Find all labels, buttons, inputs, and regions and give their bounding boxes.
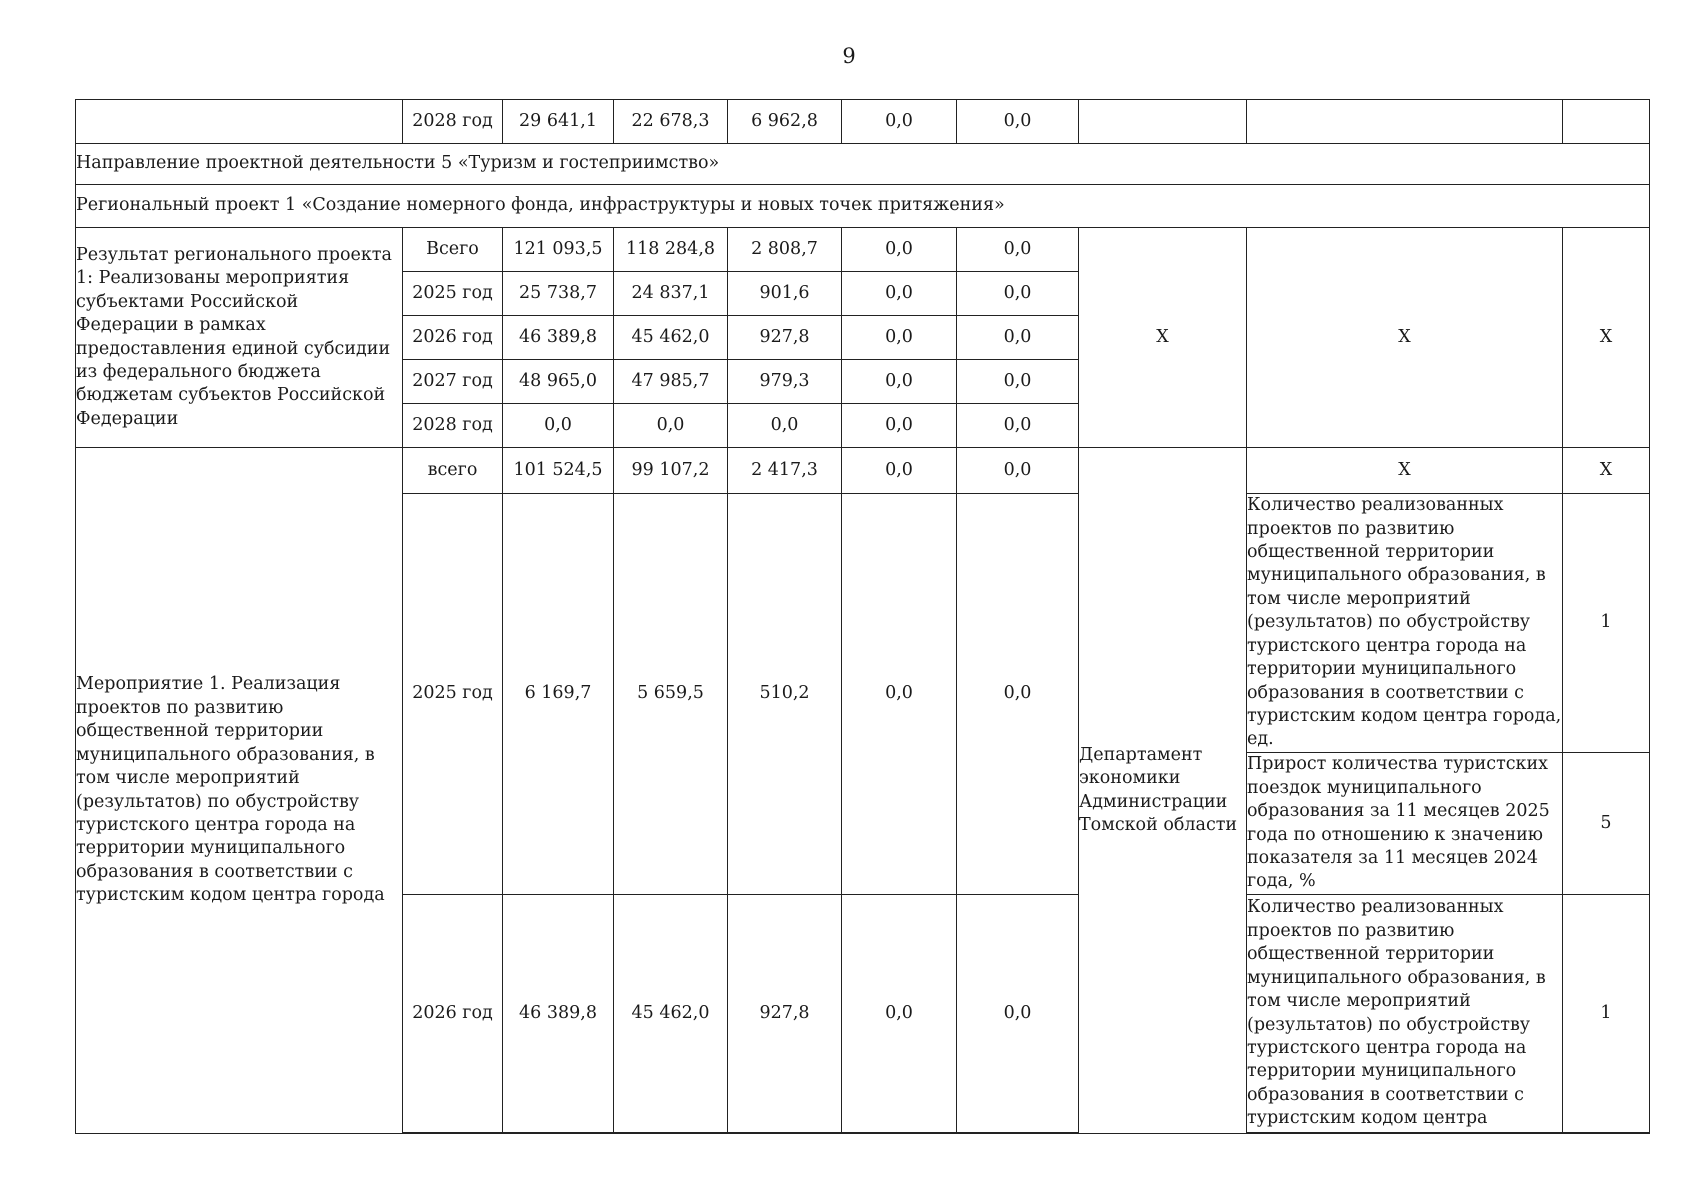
value-cell: 118 284,8	[614, 228, 728, 272]
empty-cell	[76, 100, 403, 144]
value-cell: 0,0	[842, 895, 957, 1133]
responsible-department: Департамент экономики Администрации Томской области	[1079, 448, 1247, 1134]
value-cell: 5 659,5	[614, 494, 728, 895]
value-cell: 0,0	[957, 448, 1079, 494]
value-cell: 0,0	[957, 316, 1079, 360]
indicator-value: 1	[1563, 494, 1650, 753]
value-cell: 927,8	[728, 316, 842, 360]
measure-name: Мероприятие 1. Реализация проектов по развитию общественной территории муниципального образования, в том числе мероприятий (результатов) по обустройству туристского центра города на территории муниципального образования в соответствии с туристским кодом центра города	[76, 448, 403, 1134]
year-cell: 2025 год	[403, 494, 503, 895]
year-cell: Всего	[403, 228, 503, 272]
value-cell: 0,0	[957, 360, 1079, 404]
value-x: X	[1563, 448, 1650, 494]
value-cell: 6 169,7	[503, 494, 614, 895]
empty-cell	[403, 1133, 503, 1134]
value-cell: 0,0	[957, 100, 1079, 144]
result-name: Результат регионального проекта 1: Реализованы мероприятия субъектами Российской Федерации в рамках предоставления единой субсидии из федерального бюджета бюджетам субъектов Российской Федерации	[76, 228, 403, 448]
value-cell: 6 962,8	[728, 100, 842, 144]
value-cell: 101 524,5	[503, 448, 614, 494]
value-cell: 510,2	[728, 494, 842, 895]
value-x: X	[1563, 228, 1650, 448]
value-cell: 45 462,0	[614, 895, 728, 1133]
table-row	[76, 100, 1650, 144]
year-cell: 2028 год	[403, 100, 503, 144]
value-cell: 901,6	[728, 272, 842, 316]
value-cell: 0,0	[842, 272, 957, 316]
value-cell: 0,0	[614, 404, 728, 448]
value-cell: 0,0	[957, 272, 1079, 316]
value-cell: 48 965,0	[503, 360, 614, 404]
value-cell: 0,0	[842, 448, 957, 494]
responsible-x: X	[1079, 228, 1247, 448]
value-cell: 0,0	[842, 360, 957, 404]
value-cell: 0,0	[728, 404, 842, 448]
direction-heading: Направление проектной деятельности 5 «Туризм и гостеприимство»	[76, 144, 1650, 185]
year-cell: 2025 год	[403, 272, 503, 316]
value-cell: 46 389,8	[503, 316, 614, 360]
table-row	[76, 448, 1650, 494]
empty-cell	[1563, 100, 1650, 144]
value-cell: 0,0	[842, 100, 957, 144]
indicator-x: X	[1247, 228, 1563, 448]
empty-cell	[1247, 1133, 1563, 1134]
empty-cell	[614, 1133, 728, 1134]
value-cell: 0,0	[503, 404, 614, 448]
empty-cell	[728, 1133, 842, 1134]
year-cell: 2028 год	[403, 404, 503, 448]
table-row	[76, 144, 1650, 185]
value-cell: 0,0	[957, 404, 1079, 448]
value-cell: 2 808,7	[728, 228, 842, 272]
value-cell: 46 389,8	[503, 895, 614, 1133]
project-heading: Региональный проект 1 «Создание номерного фонда, инфраструктуры и новых точек притяжения»	[76, 185, 1650, 228]
budget-table	[75, 99, 1650, 1134]
value-cell: 979,3	[728, 360, 842, 404]
value-cell: 0,0	[842, 494, 957, 895]
value-cell: 47 985,7	[614, 360, 728, 404]
year-cell: 2026 год	[403, 895, 503, 1133]
empty-cell	[842, 1133, 957, 1134]
value-cell: 0,0	[957, 228, 1079, 272]
indicator-value: 5	[1563, 753, 1650, 895]
value-cell: 45 462,0	[614, 316, 728, 360]
value-cell: 0,0	[957, 494, 1079, 895]
indicator-x: X	[1247, 448, 1563, 494]
year-cell: 2027 год	[403, 360, 503, 404]
empty-cell	[1247, 100, 1563, 144]
empty-cell	[957, 1133, 1079, 1134]
empty-cell	[503, 1133, 614, 1134]
indicator-text: Прирост количества туристских поездок муниципального образования за 11 месяцев 2025 года по отношению к значению показателя за 11 месяцев 2024 года, %	[1247, 753, 1563, 895]
value-cell: 29 641,1	[503, 100, 614, 144]
page-number: 9	[842, 44, 856, 68]
value-cell: 22 678,3	[614, 100, 728, 144]
value-cell: 99 107,2	[614, 448, 728, 494]
value-cell: 0,0	[842, 404, 957, 448]
indicator-text: Количество реализованных проектов по развитию общественной территории муниципального образования, в том числе мероприятий (результатов) по обустройству туристского центра города на территории муниципального образования в соответствии с туристским кодом центра города, ед.	[1247, 494, 1563, 753]
empty-cell	[1563, 1133, 1650, 1134]
table-row	[76, 185, 1650, 228]
year-cell: всего	[403, 448, 503, 494]
value-cell: 927,8	[728, 895, 842, 1133]
year-cell: 2026 год	[403, 316, 503, 360]
value-cell: 121 093,5	[503, 228, 614, 272]
value-cell: 0,0	[842, 316, 957, 360]
table-row	[76, 228, 1650, 272]
value-cell: 25 738,7	[503, 272, 614, 316]
indicator-text: Количество реализованных проектов по развитию общественной территории муниципального образования, в том числе мероприятий (результатов) по обустройству туристского центра города на территории муниципального образования в соответствии с туристским кодом центра	[1247, 895, 1563, 1133]
value-cell: 0,0	[842, 228, 957, 272]
value-cell: 24 837,1	[614, 272, 728, 316]
value-cell: 2 417,3	[728, 448, 842, 494]
empty-cell	[1079, 100, 1247, 144]
value-cell: 0,0	[957, 895, 1079, 1133]
indicator-value: 1	[1563, 895, 1650, 1133]
